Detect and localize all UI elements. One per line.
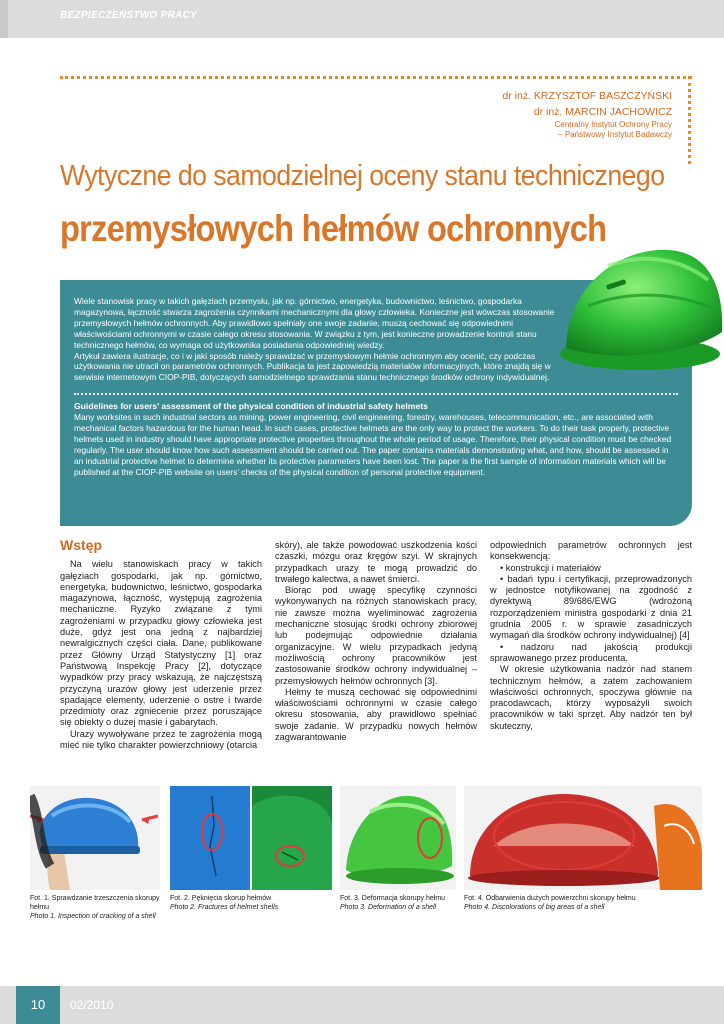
caption-pl: Fot. 3. Deformacja skorupy hełmu [340, 895, 446, 902]
photo-3-shell-deformation [340, 786, 456, 890]
abstract-pl-paragraph-2: Artykuł zawiera ilustracje, co i w jaki sposób należy sprawdzać w przemysłowym hełmie ochronnym aby ocenić, czy podczas użytkowania nie utracił on parametrów ochronnych. Publikacja ta jest zapowiedzią materiałów informacyjnych, które znajdą się w serwisie internetowym CIOP-PIB, dotyczących samodzielnego sprawdzania stanu technicznego środków ochrony indywidualnej. [74, 350, 551, 383]
paragraph: Biorąc pod uwagę specyfikę czynności wykonywanych na różnych stanowiskach pracy, nie zawsze można wyeliminować zagrożenia mechaniczne stosując środki ochrony zbiorowej lub podejmując odpowiednie działania organizacyjne. W wielu przypadkach jedyną możliwością ochrony pracowników jest zastosowanie środków ochrony indywidualnej – przemysłowych hełmów ochronnych [3]. [275, 585, 477, 686]
dotted-divider-vertical [688, 76, 691, 164]
caption-en: Photo 4. Discolorations of big areas of a shell [464, 904, 605, 911]
abstract-en-title: Guidelines for users’ assessment of the physical condition of industrial safety helmets [74, 401, 428, 412]
section-heading: Wstęp [60, 537, 102, 553]
article-title-line-2: przemysłowych hełmów ochronnych [60, 208, 607, 249]
caption-photo-1 [30, 894, 160, 921]
caption-photo-2 [170, 894, 332, 912]
paragraph: skóry), ale także powodować uszkodzenia kości czaszki, mózgu oraz kręgów szyi. W skrajnych przypadkach urazy te mogą prowadzić do trwałego kalectwa, a nawet śmierci. [275, 540, 477, 584]
affiliation-line-1: Centralny Instytut Ochrony Pracy [554, 120, 672, 129]
caption-pl: Fot. 1. Sprawdzanie trzeszczenia skorupy hełmu [30, 895, 160, 911]
issue-number: 02/2010 [70, 998, 114, 1012]
photo-4-shell-discolorations [464, 786, 702, 890]
bullet-item: • konstrukcji i materiałów [500, 562, 601, 573]
caption-pl: Fot. 2. Pęknięcia skorup hełmów [170, 895, 272, 902]
abstract-divider [74, 393, 678, 395]
caption-en: Photo 2. Fractures of helmet shells [170, 904, 279, 911]
header-bar [0, 0, 724, 38]
paragraph: odpowiednich parametrów ochronnych jest konsekwencją: [490, 540, 692, 562]
caption-en: Photo 1. Inspection of cracking of a shell [30, 913, 156, 920]
abstract-en-text: Many worksites in such industrial sectors as mining, power engineering, civil engineering, forestry, warehouses, telecommunication, etc., are associated with mechanical factors hazardous for the human head. In such cases, protective helmets are the only way to protect the workers. To do their task properly, protective helmets used in industry should have appropriate protective properties throughout the whole period of usage. Therefore, their physical condition must be checked regularly. The user should know how such assessment should be carried out. The paper contains materials demonstrating what, and how, should be assessed in an industrial protective helmet to determine whether its protective parameters have been lost. The paper is the first sample of information materials which will be published at the CIOP-PIB website on users’ checks of the physical condition of personal protective equipment. [74, 412, 672, 477]
author-block [502, 88, 672, 140]
bullet-item: • nadzoru nad jakością produkcji sprawowanego przez producenta. [490, 641, 692, 663]
column-2 [275, 540, 477, 743]
paragraph: Na wielu stanowiskach pracy w takich gałęziach gospodarki, jak np. górnictwo, energetyka, budownictwo, leśnictwo, gospodarka magazynowa, łączność, występują zagrożenia mechaniczne. Ryzyko związane z tymi zagrożeniami w przypadku głowy człowieka jest duże, gdyż jest ona jedną z najbardziej newralgicznych części ciała. Dane, publikowane przez Główny Urząd Statystyczny [1] oraz Państwową Inspekcję Pracy [2], dotyczące wypadków przy pracy wskazują, że najczęstszą przyczyną urazów głowy jest uderzenie przez spadające elementy, uderzenie o ostre i twarde przedmioty oraz zgniecenie przez poruszające się obiekty o dużej masie i gabarytach. [60, 559, 262, 728]
author-2: dr inż. MARCIN JACHOWICZ [533, 106, 672, 118]
green-helmet-image [548, 236, 724, 376]
article-body [60, 537, 692, 752]
photo-2-shell-fractures [170, 786, 332, 890]
caption-photo-3 [340, 894, 460, 912]
paragraph: Hełmy te muszą cechować się odpowiednimi właściwościami ochronnymi w czasie całego okresu stosowania, aby prawidłowo spełniać swoje zadanie. W przypadku nowych hełmów zagwarantowanie [275, 686, 477, 743]
abstract-pl-paragraph-1: Wiele stanowisk pracy w takich gałęziach przemysłu, jak np. górnictwo, energetyka, budownictwo, leśnictwo, gospodarka magazynowa, łączność stwarza zagrożenia czynnikami mechanicznymi dla głowy człowieka. Konieczne jest wówczas stosowanie przemysłowych hełmów ochronnych. Aby prawidłowo spełniały one swoje zadanie, muszą cechować się odpowiednimi właściwościami ochronnymi w czasie całego okresu stosowania. W związku z tym, jest konieczne prowadzenie kontroli stanu technicznego hełmów, co wymaga od użytkownika posiadania odpowiedniej wiedzy. [74, 296, 555, 350]
dotted-divider-horizontal [60, 76, 692, 79]
affiliation-line-2: – Państwowy Instytut Badawczy [558, 130, 672, 139]
caption-pl: Fot. 4. Odbarwienia dużych powierzchni skorupy hełmu [464, 895, 636, 902]
paragraph: Urazy wywoływane przez te zagrożenia mogą mieć nie tylko charakter powierzchniowy (otarcia [60, 728, 262, 751]
caption-photo-4 [464, 894, 702, 912]
caption-en: Photo 3. Deformation of a shell [340, 904, 437, 911]
article-title-line-1: Wytyczne do samodzielnej oceny stanu technicznego [60, 160, 665, 192]
photo-1-cracking-inspection [30, 786, 160, 890]
column-1 [60, 537, 262, 751]
column-3 [490, 540, 692, 732]
bullet-item: • badań typu i certyfikacji, przeprowadzonych w jednostce notyfikowanej na zgodność z dyrektywą 89/686/EWG (wdrożoną rozporządzeniem ministra gospodarki z dnia 21 grudnia 2005 r. w sprawie zasadniczych wymagań dla środków ochrony indywidualnej) [4] [490, 573, 692, 641]
header-accent [0, 0, 8, 38]
paragraph: W okresie użytkowania nadzór nad stanem technicznym hełmów, a zatem zachowaniem właściwości ochronnych, spoczywa głównie na pracodawcach, którzy wyposażyli swoich pracowników w taki sprzęt. Aby nadzór ten był skuteczny, [490, 664, 692, 731]
page-number: 10 [30, 997, 46, 1012]
author-1: dr inż. KRZYSZTOF BASZCZYŃSKI [502, 90, 672, 102]
section-label: BEZPIECZEŃSTWO PRACY [60, 10, 198, 21]
